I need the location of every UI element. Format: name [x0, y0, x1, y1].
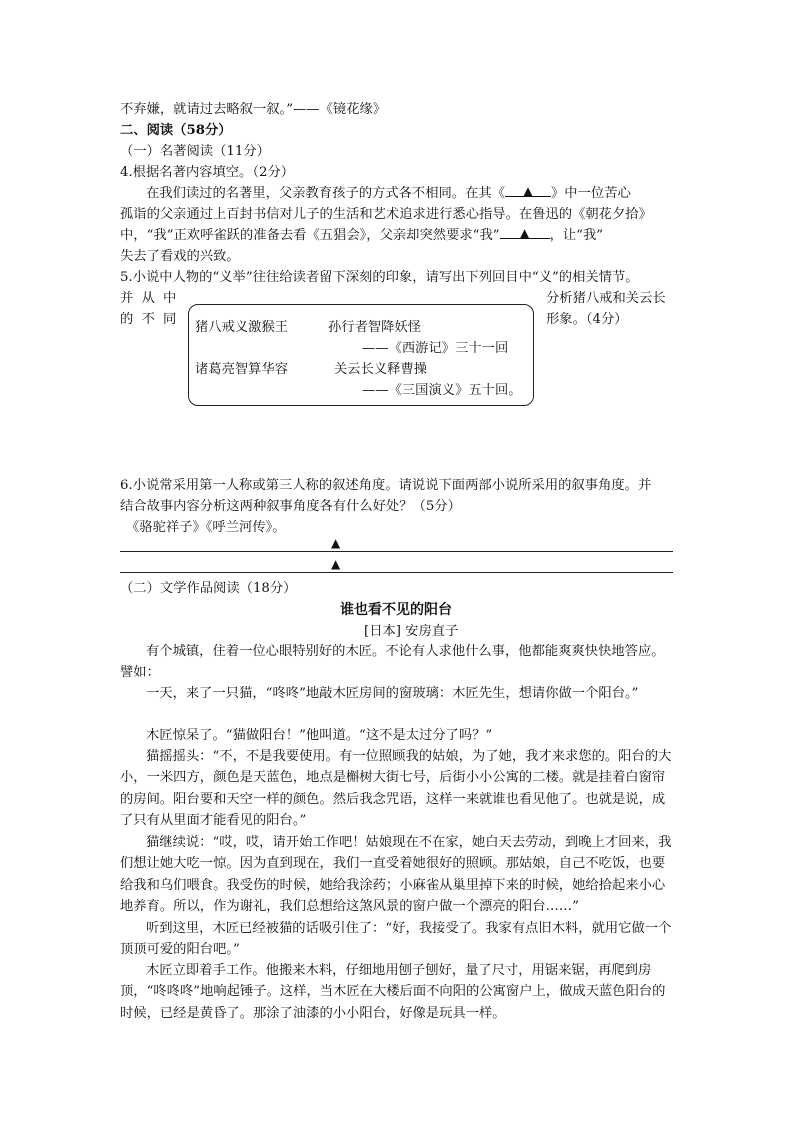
answer-blank[interactable] [505, 184, 551, 197]
box-line-3b: 关云长义释曹操 [334, 362, 428, 377]
box-line-3a: 诸葛亮智算华容 [195, 362, 289, 377]
box-line-2: ——《西游记》三十一回 [362, 341, 509, 356]
q5-right-col-1: 分析猪八戒和关云长 [546, 291, 666, 306]
continued-line: 不弃嫌，就请过去略叙一叙。”——《镜花缘》 [120, 102, 387, 117]
subsection-heading-2: （二）文学作品阅读（18分） [120, 581, 297, 596]
answer-line[interactable] [120, 551, 673, 552]
triangle-icon: ▲ [331, 536, 341, 550]
subsection-heading-1: （一）名著阅读（11分） [120, 144, 270, 159]
story-paragraph: 一天，来了一只猫，“咚咚”地敲木匠房间的窗玻璃：木匠先生，想请你做一个阳台。” [146, 686, 639, 701]
box-line-1b: 孙行者智降妖怪 [328, 320, 422, 335]
q4-line4: 失去了看戏的兴致。 [120, 249, 240, 264]
story-paragraph: 木匠惊呆了。“猫做阳台！”他叫道。“这不是太过分了吗？” [146, 728, 493, 743]
answer-blank[interactable] [500, 226, 550, 239]
answer-line[interactable] [120, 572, 673, 573]
q5-left-col-1: 并 从 中 [120, 291, 179, 306]
story-paragraph: 猫摇摇头：“不，不是我要使用。有一位照顾我的姑娘，为了她，我才来求您的。阳台的大小，一米四方，颜色是天蓝色，地点是槲树大街七号，后街小小公寓的二楼。就是挂着白窗帘的房间。阳台要和天空一样的颜色。然后我念咒语，这样一来就谁也看见他了。也就是说，成了只有从里面才能看见的阳台。” [120, 749, 672, 828]
q6-books: 《骆驼祥子》《呼兰河传》。 [126, 520, 286, 535]
story-title: 谁也看不见的阳台 [340, 602, 452, 618]
q5-stem: 5.小说中人物的“义举”往往给读者留下深刻的印象，请写出下列回目中“义”的相关情节。 [120, 270, 639, 285]
triangle-icon: ▲ [523, 184, 533, 198]
q5-left-col-2: 的 不 同 [120, 312, 179, 327]
q6-stem-1: 6.小说常采用第一人称或第三人称的叙述角度。请说说下面两部小说所采用的叙事角度。并 [120, 478, 652, 493]
triangle-icon: ▲ [519, 226, 530, 240]
story-author: [日本] 安房直子 [364, 624, 459, 639]
q4-line2: 孤诣的父亲通过上百封书信对儿子的生活和艺术追求进行悉心指导。在鲁迅的《朝花夕拾》 [120, 207, 652, 222]
story-paragraph: 听到这里，木匠已经被猫的话吸引住了：“好，我接受了。我家有点旧木料，就用它做一个顶顶可爱的阳台吧。” [120, 921, 672, 958]
box-line-1a: 猪八戒义激猴王 [195, 320, 289, 335]
q4-line3: 中，“我”正欢呼雀跃的准备去看《五猖会》，父亲却突然要求“我” ▲ ，让“我” [120, 226, 604, 243]
q6-stem-2: 结合故事内容分析这两种叙事角度各有什么好处？（5分） [120, 499, 461, 514]
story-paragraph: 猫继续说：“哎，哎，请开始工作吧！姑娘现在不在家，她白天去劳动，到晚上才回来，我们想让她大吃一惊。因为直到现在，我们一直受着她很好的照顾。那姑娘，自己不吃饭，也要给我和乌们喂食。我受伤的时候，她给我涂药；小麻雀从巢里掉下来的时候，她给拾起来小心地养育。所以，作为谢礼，我们总想给这煞风景的窗户做一个漂亮的阳台……” [120, 835, 672, 914]
section-heading: 二、阅读（58分） [120, 123, 232, 138]
q4-line1: 在我们读过的名著里，父亲教育孩子的方式各不相同。在其《 ▲ 》中一位苦心 [146, 184, 631, 201]
story-paragraph: 木匠立即着手工作。他搬来木料，仔细地用刨子刨好，量了尺寸，用锯来锯，再爬到房顶，“咚咚咚”地响起锤子。这样，当木匠在大楼后面不向阳的公寓窗户上，做成天蓝色阳台的时候，已经是黄昏了。那涂了油漆的小小阳台，好像是玩具一样。 [120, 963, 666, 1021]
q5-right-col-2: 形象。（4分） [546, 312, 628, 327]
box-line-4: ——《三国演义》五十回。 [362, 383, 522, 398]
q4-stem: 4.根据名著内容填空。（2分） [120, 165, 295, 180]
story-paragraph: 有个城镇，住着一位心眼特别好的木匠。不论有人求他什么事，他都能爽爽快快地答应。譬如： [120, 644, 665, 681]
triangle-icon: ▲ [331, 557, 341, 571]
